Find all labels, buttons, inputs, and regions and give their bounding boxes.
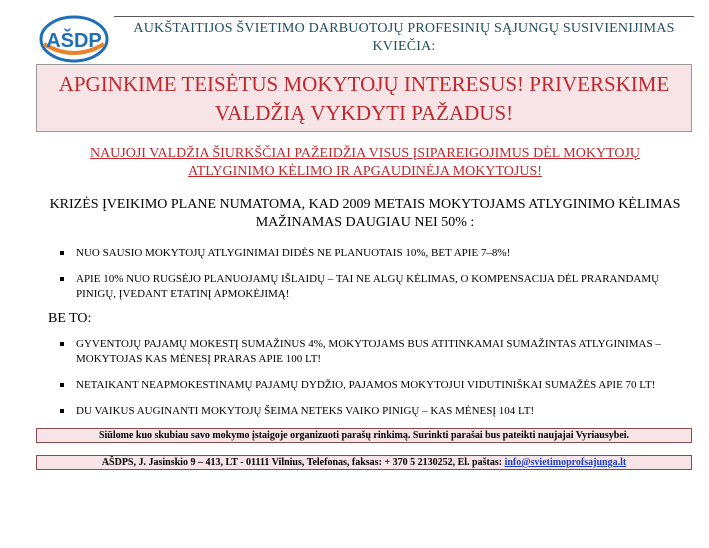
additional-losses-list xyxy=(60,337,690,430)
contact-address: AŠDPS, J. Jasinskio 9 – 413, LT - 01111 Vilnius, Telefonas, faksas: + 370 5 2130252, El. paštas: xyxy=(101,457,505,468)
bullet-icon xyxy=(60,409,64,413)
signature-collection-note: Siūlome kuo skubiau savo mokymo įstaigoje organizuoti parašų rinkimą. Surinkti parašai bus pateikti naujajai Vyriausybei. xyxy=(36,428,692,443)
subheading-line1: NAUJOJI VALDŽIA ŠIURKŠČIAI PAŽEIDŽIA VISUS ĮSIPAREIGOJIMUS DĖL MOKYTOJŲ xyxy=(89,146,641,161)
list-item xyxy=(60,404,690,419)
bullet-icon xyxy=(60,277,64,281)
list-item-text: DU VAIKUS AUGINANTI MOKYTOJŲ ŠEIMA NETEKS VAIKO PINIGŲ – KAS MĖNESĮ 104 LT! xyxy=(76,405,535,417)
list-item-text: NUO SAUSIO MOKYTOJŲ ATLYGINIMAI DIDĖS NE PLANUOTAIS 10%, BET APIE 7–8%! xyxy=(76,247,511,259)
slogan-line1: APGINKIME TEISĖTUS MOKYTOJŲ INTERESUS! PRIVERSKIME xyxy=(58,72,670,96)
list-item-text: GYVENTOJŲ PAJAMŲ MOKESTĮ SUMAŽINUS 4%, MOKYTOJAMS BUS ATITINKAMAI SUMAŽINTAS ATLYGINIMAS – MOKYTOJAS KAS MĖNESĮ PRARAS APIE 100 LT! xyxy=(76,338,661,365)
logo-graphic xyxy=(38,14,110,64)
list-item xyxy=(60,272,690,302)
accusation-subheading xyxy=(60,145,670,181)
contact-footer xyxy=(36,455,692,470)
organization-logo xyxy=(38,14,110,64)
email-link[interactable]: info@svietimoprofsajunga.lt xyxy=(504,457,627,468)
organization-name xyxy=(114,20,694,56)
subheading-line2: ATLYGINIMO KĖLIMO IR APGAUDINĖJA MOKYTOJUS! xyxy=(188,164,542,179)
bullet-icon xyxy=(60,383,64,387)
list-item xyxy=(60,337,690,367)
bullet-icon xyxy=(60,342,64,346)
crisis-line2: MAŽINAMAS DAUGIAU NEI 50% : xyxy=(255,215,475,230)
organization-name-line2: KVIEČIA: xyxy=(372,39,436,54)
list-item-text: APIE 10% NUO RUGSĖJO PLANUOJAMŲ IŠLAIDŲ – TAI NE ALGŲ KĖLIMAS, O KOMPENSACIJA DĖL PRARANDAMŲ PINIGŲ, ĮVEDANT ETATINĮ APMOKĖJIMĄ! xyxy=(76,273,660,300)
list-item-text: NETAIKANT NEAPMOKESTINAMŲ PAJAMŲ DYDŽIO, PAJAMOS MOKYTOJUI VIDUTINIŠKAI SUMAŽĖS APIE 70 LT! xyxy=(76,379,656,391)
slogan-line2: VALDŽIĄ VYKDYTI PAŽADUS! xyxy=(214,101,514,125)
logo-text: AŠDP xyxy=(46,30,102,52)
additionally-heading: BE TO: xyxy=(48,311,92,326)
list-item xyxy=(60,246,690,261)
crisis-line1: KRIZĖS ĮVEIKIMO PLANE NUMATOMA, KAD 2009 METAIS MOKYTOJAMS ATLYGINIMO KĖLIMAS xyxy=(49,197,681,212)
crisis-plan-statement xyxy=(40,196,690,232)
salary-cuts-list xyxy=(60,246,690,313)
header-rule xyxy=(114,16,694,17)
slogan-banner xyxy=(36,64,692,132)
organization-name-line1: AUKŠTAITIJOS ŠVIETIMO DARBUOTOJŲ PROFESINIŲ SĄJUNGŲ SUSIVIENIJIMAS xyxy=(133,21,675,36)
list-item xyxy=(60,378,690,393)
bullet-icon xyxy=(60,251,64,255)
